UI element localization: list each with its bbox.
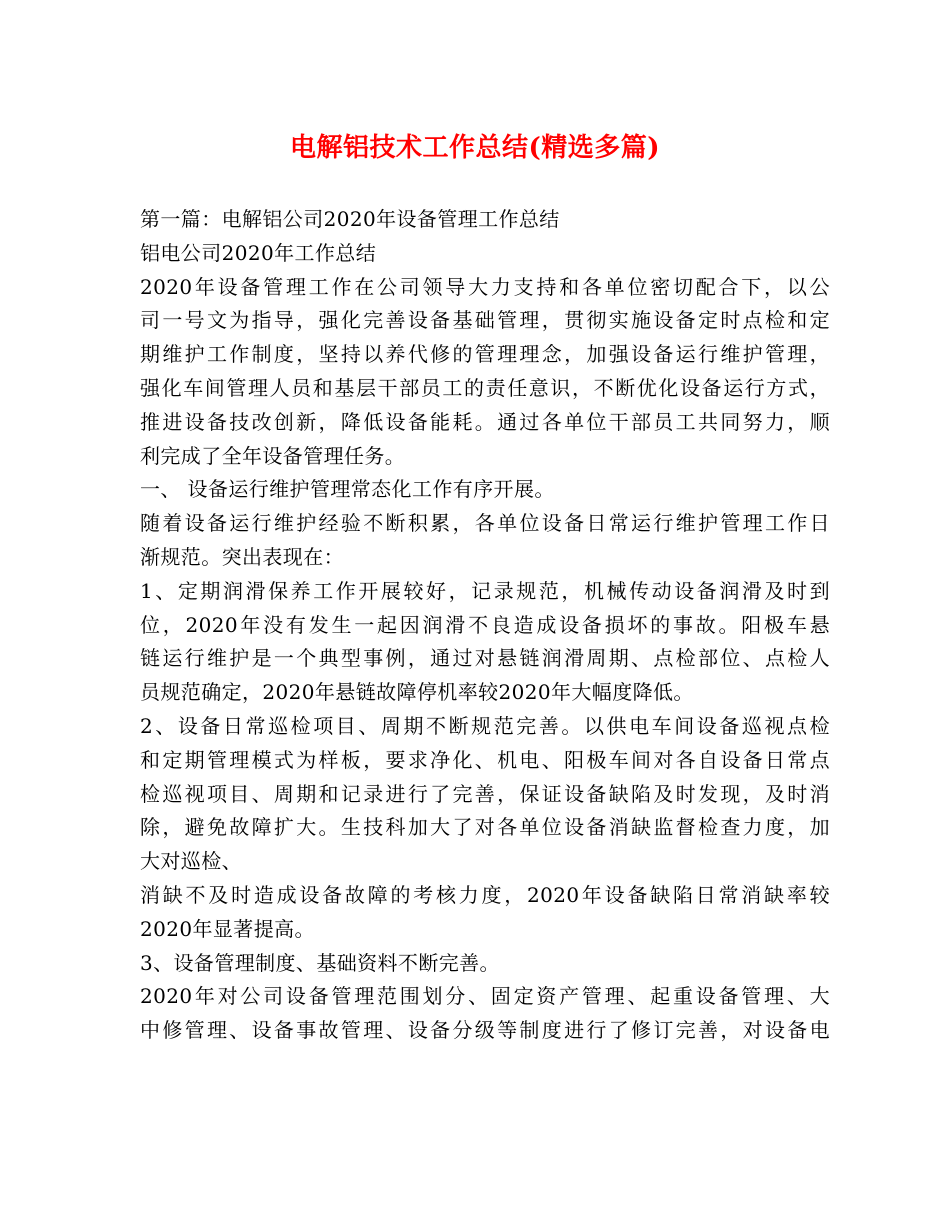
- text-line: 检巡视项目、周期和记录进行了完善，保证设备缺陷及时发现，及时消: [140, 781, 830, 806]
- text-line: 2020年设备管理工作在公司领导大力支持和各单位密切配合下，以公: [140, 274, 830, 299]
- text-line: 消缺不及时造成设备故障的考核力度，2020年设备缺陷日常消缺率较: [140, 882, 830, 907]
- text-line: 3、设备管理制度、基础资料不断完善。: [140, 950, 500, 975]
- document-body: [140, 203, 830, 1048]
- text-line: 利完成了全年设备管理任务。: [140, 443, 406, 468]
- text-line: 大对巡检、: [140, 849, 242, 874]
- text-line: 期维护工作制度，坚持以养代修的管理理念，加强设备运行维护管理，: [140, 342, 830, 367]
- text-line: 渐规范。突出表现在：: [140, 544, 344, 569]
- text-line: 强化车间管理人员和基层干部员工的责任意识，不断优化设备运行方式，: [140, 375, 830, 400]
- text-line: 铝电公司2020年工作总结: [140, 240, 377, 265]
- text-line: 员规范确定，2020年悬链故障停机率较2020年大幅度降低。: [140, 680, 694, 705]
- text-line: 随着设备运行维护经验不断积累，各单位设备日常运行维护管理工作日: [140, 511, 830, 536]
- text-line: 链运行维护是一个典型事例，通过对悬链润滑周期、点检部位、点检人: [140, 646, 830, 671]
- text-line: 2020年对公司设备管理范围划分、固定资产管理、起重设备管理、大: [140, 984, 830, 1009]
- text-line: 司一号文为指导，强化完善设备基础管理，贯彻实施设备定时点检和定: [140, 308, 830, 333]
- text-line: 第一篇：电解铝公司2020年设备管理工作总结: [140, 207, 560, 231]
- text-line: 2、设备日常巡检项目、周期不断规范完善。以供电车间设备巡视点检: [140, 713, 830, 738]
- text-line: 2020年显著提高。: [140, 916, 315, 941]
- text-line: 除，避免故障扩大。生技科加大了对各单位设备消缺监督检查力度，加: [140, 815, 830, 840]
- text-line: 中修管理、设备事故管理、设备分级等制度进行了修订完善，对设备电: [140, 1018, 830, 1043]
- text-line: 和定期管理模式为样板，要求净化、机电、阳极车间对各自设备日常点: [140, 747, 830, 772]
- text-line: 推进设备技改创新，降低设备能耗。通过各单位干部员工共同努力，顺: [140, 409, 830, 434]
- text-line: 一、 设备运行维护管理常态化工作有序开展。: [140, 477, 555, 502]
- text-line: 1、定期润滑保养工作开展较好，记录规范，机械传动设备润滑及时到: [140, 578, 830, 603]
- text-line: 位，2020年没有发生一起因润滑不良造成设备损坏的事故。阳极车悬: [140, 612, 830, 637]
- document-title: 电解铝技术工作总结(精选多篇): [289, 133, 661, 163]
